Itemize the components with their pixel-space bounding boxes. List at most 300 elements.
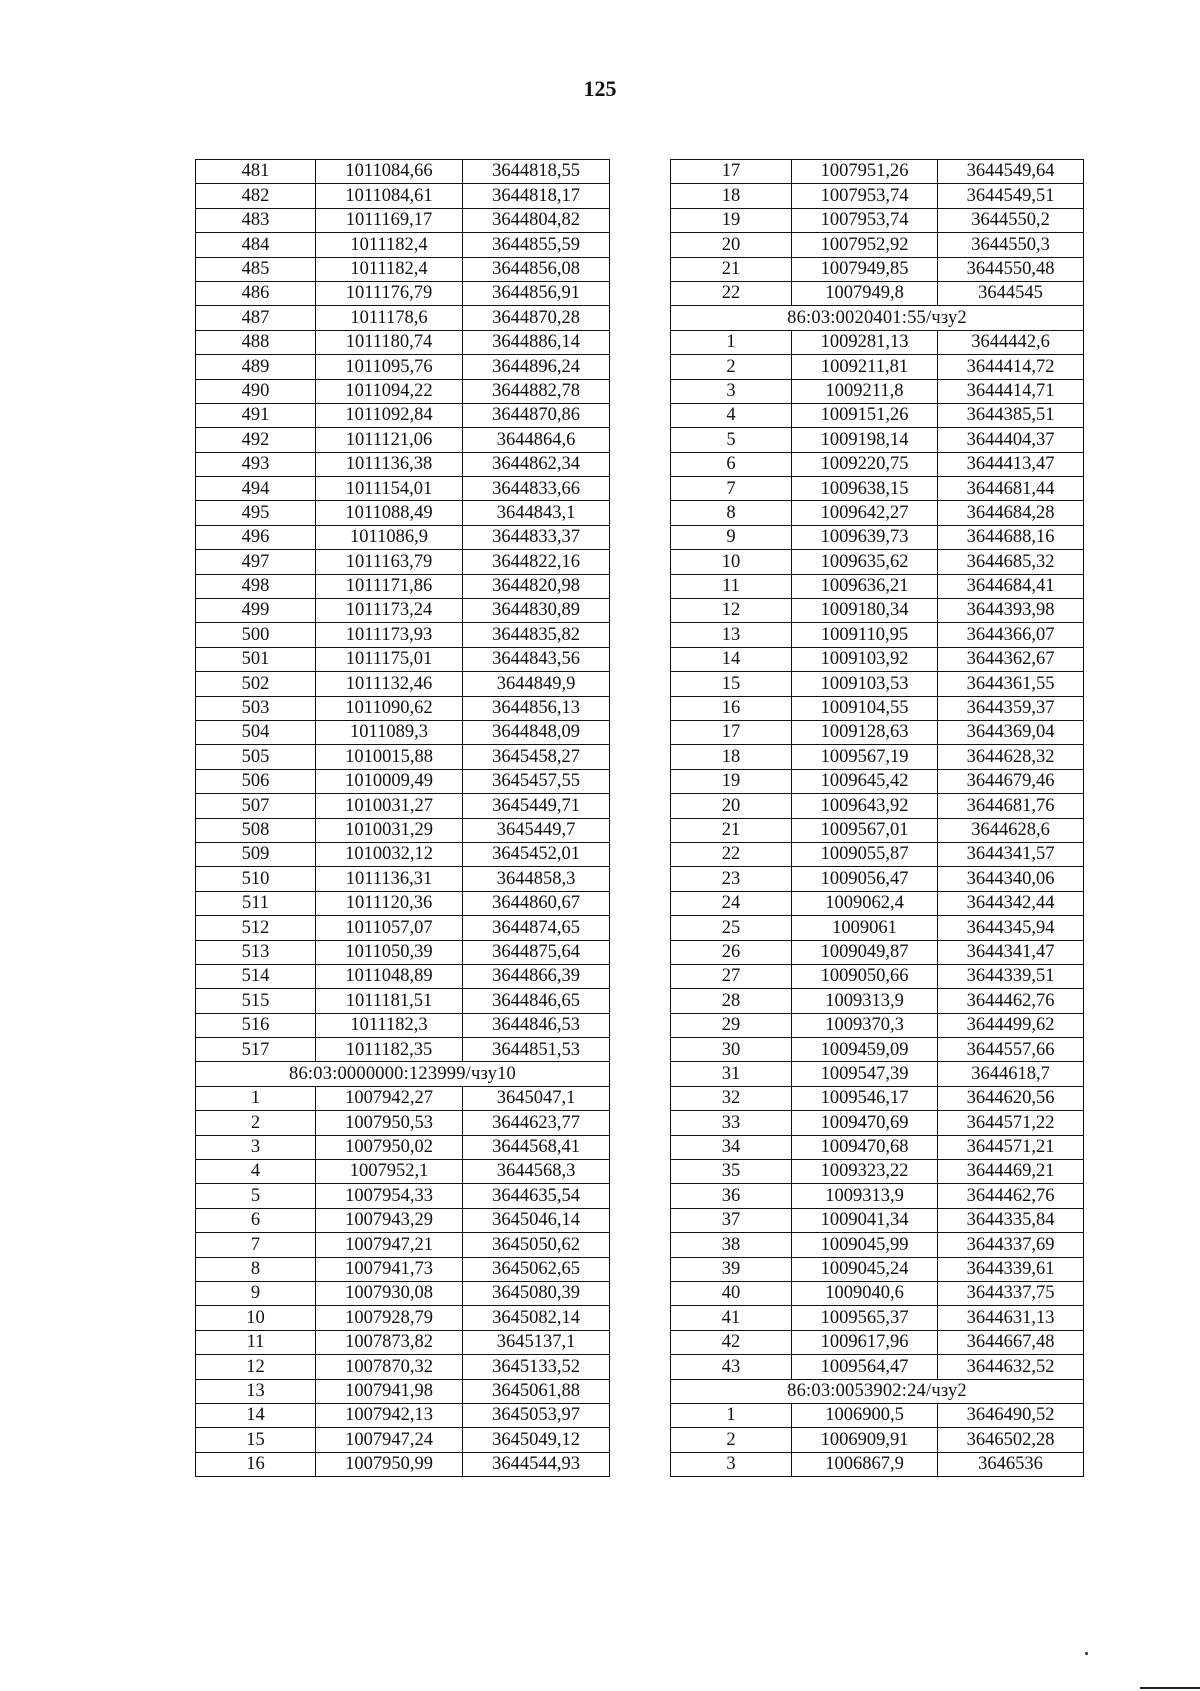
- point-number: 21: [671, 257, 792, 281]
- point-number: 501: [196, 647, 316, 671]
- coordinate-y: 3645047,1: [463, 1086, 610, 1110]
- coordinate-x: 1007947,24: [316, 1428, 463, 1452]
- coordinate-row: [196, 208, 610, 232]
- coordinate-y: 3645449,71: [463, 794, 610, 818]
- coordinate-row: [196, 257, 610, 281]
- coordinate-y: 3644337,69: [938, 1233, 1084, 1257]
- coordinate-y: 3644628,6: [938, 818, 1084, 842]
- coordinate-x: 1009103,53: [792, 672, 938, 696]
- coordinate-x: 1009056,47: [792, 867, 938, 891]
- point-number: 510: [196, 867, 316, 891]
- point-number: 488: [196, 330, 316, 354]
- coordinate-y: 3644856,08: [463, 257, 610, 281]
- point-number: 1: [671, 1403, 792, 1427]
- coordinate-y: 3644804,82: [463, 208, 610, 232]
- point-number: 14: [196, 1403, 316, 1427]
- coordinate-row: [196, 1379, 610, 1403]
- point-number: 20: [671, 233, 792, 257]
- point-number: 28: [671, 989, 792, 1013]
- coordinate-x: 1006867,9: [792, 1452, 938, 1476]
- coordinate-x: 1009645,42: [792, 769, 938, 793]
- coordinate-y: 3644866,39: [463, 964, 610, 988]
- coordinate-y: 3644667,48: [938, 1330, 1084, 1354]
- coordinate-y: 3644413,47: [938, 452, 1084, 476]
- point-number: 10: [671, 550, 792, 574]
- coordinate-y: 3644684,28: [938, 501, 1084, 525]
- point-number: 22: [671, 842, 792, 866]
- coordinate-row: [196, 1233, 610, 1257]
- coordinate-y: 3645046,14: [463, 1208, 610, 1232]
- coordinate-y: 3645053,97: [463, 1403, 610, 1427]
- coordinate-row: [671, 745, 1084, 769]
- coordinate-row: [671, 794, 1084, 818]
- coordinate-y: 3645061,88: [463, 1379, 610, 1403]
- point-number: 4: [196, 1160, 316, 1184]
- point-number: 507: [196, 794, 316, 818]
- coordinate-x: 1011182,35: [316, 1038, 463, 1062]
- coordinate-row: [196, 989, 610, 1013]
- point-number: 499: [196, 599, 316, 623]
- coordinate-x: 1009281,13: [792, 330, 938, 354]
- point-number: 512: [196, 916, 316, 940]
- coordinate-row: [671, 257, 1084, 281]
- coordinate-row: [671, 452, 1084, 476]
- coordinate-y: 3644846,65: [463, 989, 610, 1013]
- coordinate-x: 1007949,85: [792, 257, 938, 281]
- coordinate-row: [196, 233, 610, 257]
- scan-speck: [1085, 1652, 1088, 1655]
- coordinate-row: [671, 355, 1084, 379]
- coordinate-row: [671, 1403, 1084, 1427]
- coordinate-x: 1009180,34: [792, 599, 938, 623]
- coordinate-y: 3644339,61: [938, 1257, 1084, 1281]
- point-number: 7: [196, 1233, 316, 1257]
- coordinate-x: 1011173,93: [316, 623, 463, 647]
- point-number: 496: [196, 525, 316, 549]
- point-number: 13: [196, 1379, 316, 1403]
- coordinate-row: [671, 1208, 1084, 1232]
- point-number: 509: [196, 842, 316, 866]
- coordinate-row: [671, 330, 1084, 354]
- point-number: 9: [196, 1281, 316, 1305]
- coordinate-y: 3644369,04: [938, 720, 1084, 744]
- coordinate-x: 1011095,76: [316, 355, 463, 379]
- coordinate-y: 3644340,06: [938, 867, 1084, 891]
- coordinate-y: 3645080,39: [463, 1281, 610, 1305]
- coordinate-y: 3644620,56: [938, 1086, 1084, 1110]
- point-number: 16: [671, 696, 792, 720]
- coordinate-y: 3644848,09: [463, 720, 610, 744]
- point-number: 514: [196, 964, 316, 988]
- coordinate-y: 3644571,21: [938, 1135, 1084, 1159]
- coordinate-y: 3644385,51: [938, 403, 1084, 427]
- coordinate-row: [196, 1184, 610, 1208]
- coordinate-y: 3644833,37: [463, 525, 610, 549]
- point-number: 24: [671, 891, 792, 915]
- coordinate-y: 3644462,76: [938, 1184, 1084, 1208]
- coordinate-x: 1007941,98: [316, 1379, 463, 1403]
- coordinate-x: 1009041,34: [792, 1208, 938, 1232]
- coordinate-x: 1009128,63: [792, 720, 938, 744]
- coordinate-y: 3644843,1: [463, 501, 610, 525]
- point-number: 39: [671, 1257, 792, 1281]
- scan-edge-mark: [1140, 1687, 1200, 1689]
- coordinate-row: [671, 1038, 1084, 1062]
- coordinate-row: [196, 1013, 610, 1037]
- coordinate-x: 1009370,3: [792, 1013, 938, 1037]
- coordinate-y: 3645449,7: [463, 818, 610, 842]
- coordinate-y: 3644679,46: [938, 769, 1084, 793]
- coordinate-row: [671, 550, 1084, 574]
- parcel-group-header-row: [196, 1062, 610, 1086]
- coordinate-y: 3644393,98: [938, 599, 1084, 623]
- coordinate-x: 1011181,51: [316, 989, 463, 1013]
- coordinate-x: 1009313,9: [792, 989, 938, 1013]
- coordinate-row: [671, 672, 1084, 696]
- coordinate-y: 3644414,72: [938, 355, 1084, 379]
- point-number: 23: [671, 867, 792, 891]
- point-number: 32: [671, 1086, 792, 1110]
- coordinate-row: [196, 355, 610, 379]
- coordinate-y: 3644855,59: [463, 233, 610, 257]
- coordinate-x: 1009470,68: [792, 1135, 938, 1159]
- coordinate-x: 1009459,09: [792, 1038, 938, 1062]
- coordinate-x: 1011092,84: [316, 403, 463, 427]
- coordinate-row: [196, 452, 610, 476]
- coordinate-row: [671, 1160, 1084, 1184]
- coordinate-y: 3644856,91: [463, 281, 610, 305]
- point-number: 12: [671, 599, 792, 623]
- coordinate-row: [671, 1062, 1084, 1086]
- coordinate-row: [196, 1086, 610, 1110]
- coordinate-y: 3644886,14: [463, 330, 610, 354]
- coordinate-row: [196, 940, 610, 964]
- coordinate-y: 3644335,84: [938, 1208, 1084, 1232]
- coordinate-row: [671, 403, 1084, 427]
- coordinate-x: 1011176,79: [316, 281, 463, 305]
- coordinate-x: 1009636,21: [792, 574, 938, 598]
- coordinate-y: 3644818,55: [463, 160, 610, 184]
- coordinate-x: 1009567,19: [792, 745, 938, 769]
- coordinate-x: 1009045,99: [792, 1233, 938, 1257]
- coordinate-y: 3644362,67: [938, 647, 1084, 671]
- coordinate-row: [671, 940, 1084, 964]
- coordinate-y: 3644618,7: [938, 1062, 1084, 1086]
- point-number: 491: [196, 403, 316, 427]
- coordinate-x: 1009062,4: [792, 891, 938, 915]
- coordinate-x: 1011090,62: [316, 696, 463, 720]
- coordinate-y: 3644860,67: [463, 891, 610, 915]
- coordinate-x: 1009635,62: [792, 550, 938, 574]
- coordinate-row: [671, 1013, 1084, 1037]
- coordinate-y: 3644545: [938, 281, 1084, 305]
- point-number: 43: [671, 1355, 792, 1379]
- coordinate-y: 3644820,98: [463, 574, 610, 598]
- point-number: 17: [671, 160, 792, 184]
- page-number: 125: [583, 76, 617, 101]
- point-number: 511: [196, 891, 316, 915]
- point-number: 10: [196, 1306, 316, 1330]
- point-number: 2: [671, 1428, 792, 1452]
- coordinate-y: 3644568,3: [463, 1160, 610, 1184]
- coordinate-x: 1009642,27: [792, 501, 938, 525]
- coordinate-x: 1007928,79: [316, 1306, 463, 1330]
- coordinate-row: [671, 867, 1084, 891]
- coordinate-x: 1009617,96: [792, 1330, 938, 1354]
- coordinate-y: 3644550,3: [938, 233, 1084, 257]
- coordinate-row: [196, 720, 610, 744]
- point-number: 19: [671, 769, 792, 793]
- coordinate-row: [196, 184, 610, 208]
- coordinate-y: 3644874,65: [463, 916, 610, 940]
- coordinate-x: 1007942,13: [316, 1403, 463, 1427]
- coordinate-y: 3644818,17: [463, 184, 610, 208]
- coordinate-x: 1011182,4: [316, 233, 463, 257]
- coordinate-y: 3646490,52: [938, 1403, 1084, 1427]
- coordinate-row: [196, 1452, 610, 1476]
- coordinate-y: 3645458,27: [463, 745, 610, 769]
- coordinate-x: 1010009,49: [316, 769, 463, 793]
- point-number: 21: [671, 818, 792, 842]
- point-number: 4: [671, 403, 792, 427]
- coordinate-x: 1009211,8: [792, 379, 938, 403]
- coordinate-y: 3645452,01: [463, 842, 610, 866]
- point-number: 3: [671, 379, 792, 403]
- coordinate-x: 1009050,66: [792, 964, 938, 988]
- point-number: 8: [196, 1257, 316, 1281]
- point-number: 482: [196, 184, 316, 208]
- coordinate-row: [196, 1355, 610, 1379]
- point-number: 486: [196, 281, 316, 305]
- coordinate-x: 1009151,26: [792, 403, 938, 427]
- coordinate-x: 1011084,61: [316, 184, 463, 208]
- coordinate-y: 3644631,13: [938, 1306, 1084, 1330]
- coordinate-row: [196, 1257, 610, 1281]
- coordinate-x: 1009547,39: [792, 1062, 938, 1086]
- coordinate-row: [196, 525, 610, 549]
- coordinate-row: [671, 623, 1084, 647]
- coordinate-x: 1009103,92: [792, 647, 938, 671]
- coordinate-row: [196, 916, 610, 940]
- coordinate-row: [671, 525, 1084, 549]
- point-number: 494: [196, 477, 316, 501]
- coordinate-row: [196, 867, 610, 891]
- coordinate-y: 3645062,65: [463, 1257, 610, 1281]
- coordinate-y: 3644830,89: [463, 599, 610, 623]
- coordinate-row: [196, 281, 610, 305]
- coordinate-row: [671, 1135, 1084, 1159]
- coordinate-row: [671, 477, 1084, 501]
- coordinate-x: 1011120,36: [316, 891, 463, 915]
- coordinate-row: [196, 1135, 610, 1159]
- point-number: 6: [671, 452, 792, 476]
- coordinate-y: 3644469,21: [938, 1160, 1084, 1184]
- coordinate-y: 3644341,57: [938, 842, 1084, 866]
- parcel-cadastral-number: 86:03:0000000:123999/чзу10: [196, 1062, 610, 1086]
- point-number: 505: [196, 745, 316, 769]
- coordinate-y: 3645133,52: [463, 1355, 610, 1379]
- coordinate-row: [196, 769, 610, 793]
- point-number: 6: [196, 1208, 316, 1232]
- coordinate-y: 3644864,6: [463, 428, 610, 452]
- coordinate-x: 1009564,47: [792, 1355, 938, 1379]
- point-number: 485: [196, 257, 316, 281]
- point-number: 493: [196, 452, 316, 476]
- coordinate-x: 1007949,8: [792, 281, 938, 305]
- coordinate-row: [196, 623, 610, 647]
- coordinate-y: 3644822,16: [463, 550, 610, 574]
- coordinate-row: [196, 599, 610, 623]
- coordinate-row: [196, 1281, 610, 1305]
- coordinate-y: 3646502,28: [938, 1428, 1084, 1452]
- coordinate-y: 3644846,53: [463, 1013, 610, 1037]
- coordinate-y: 3644628,32: [938, 745, 1084, 769]
- coordinate-row: [671, 769, 1084, 793]
- point-number: 504: [196, 720, 316, 744]
- point-number: 18: [671, 184, 792, 208]
- point-number: 13: [671, 623, 792, 647]
- coordinate-x: 1011089,3: [316, 720, 463, 744]
- parcel-cadastral-number: 86:03:0053902:24/чзу2: [671, 1379, 1084, 1403]
- point-number: 5: [671, 428, 792, 452]
- coordinate-row: [671, 1184, 1084, 1208]
- coordinate-x: 1010031,29: [316, 818, 463, 842]
- coordinate-x: 1007870,32: [316, 1355, 463, 1379]
- coordinate-x: 1009104,55: [792, 696, 938, 720]
- coordinate-x: 1009638,15: [792, 477, 938, 501]
- coordinate-row: [196, 891, 610, 915]
- coordinate-row: [196, 647, 610, 671]
- coordinate-y: 3644849,9: [463, 672, 610, 696]
- coordinate-x: 1011136,38: [316, 452, 463, 476]
- coordinate-row: [671, 184, 1084, 208]
- coordinate-y: 3644442,6: [938, 330, 1084, 354]
- point-number: 5: [196, 1184, 316, 1208]
- coordinate-x: 1011154,01: [316, 477, 463, 501]
- coordinate-row: [671, 208, 1084, 232]
- point-number: 16: [196, 1452, 316, 1476]
- coordinate-row: [196, 842, 610, 866]
- coordinate-row: [196, 964, 610, 988]
- coordinate-x: 1011136,31: [316, 867, 463, 891]
- point-number: 484: [196, 233, 316, 257]
- coordinate-row: [671, 647, 1084, 671]
- coordinate-row: [196, 477, 610, 501]
- coordinate-row: [196, 1403, 610, 1427]
- point-number: 34: [671, 1135, 792, 1159]
- coordinate-y: 3644345,94: [938, 916, 1084, 940]
- coordinate-y: 3644835,82: [463, 623, 610, 647]
- coordinate-x: 1009639,73: [792, 525, 938, 549]
- coordinate-row: [671, 599, 1084, 623]
- coordinate-y: 3645457,55: [463, 769, 610, 793]
- coordinate-y: 3644404,37: [938, 428, 1084, 452]
- coordinate-x: 1011121,06: [316, 428, 463, 452]
- coordinate-row: [671, 1452, 1084, 1476]
- coordinate-y: 3644851,53: [463, 1038, 610, 1062]
- coordinate-y: 3644361,55: [938, 672, 1084, 696]
- coordinate-row: [671, 1086, 1084, 1110]
- coordinate-x: 1011084,66: [316, 160, 463, 184]
- point-number: 18: [671, 745, 792, 769]
- coordinates-table-right: [670, 159, 1084, 1477]
- coordinate-y: 3644359,37: [938, 696, 1084, 720]
- coordinate-x: 1007952,1: [316, 1160, 463, 1184]
- point-number: 15: [196, 1428, 316, 1452]
- point-number: 492: [196, 428, 316, 452]
- coordinate-row: [196, 330, 610, 354]
- coordinate-y: 3644862,34: [463, 452, 610, 476]
- coordinate-x: 1007930,08: [316, 1281, 463, 1305]
- coordinate-x: 1007947,21: [316, 1233, 463, 1257]
- point-number: 513: [196, 940, 316, 964]
- coordinate-x: 1007941,73: [316, 1257, 463, 1281]
- coordinate-x: 1011169,17: [316, 208, 463, 232]
- coordinate-x: 1007953,74: [792, 208, 938, 232]
- coordinate-row: [671, 1355, 1084, 1379]
- coordinate-x: 1010015,88: [316, 745, 463, 769]
- coordinate-y: 3644833,66: [463, 477, 610, 501]
- point-number: 7: [671, 477, 792, 501]
- point-number: 41: [671, 1306, 792, 1330]
- point-number: 25: [671, 916, 792, 940]
- coordinate-row: [196, 306, 610, 330]
- coordinate-x: 1009055,87: [792, 842, 938, 866]
- coordinate-x: 1009110,95: [792, 623, 938, 647]
- coordinate-row: [671, 1257, 1084, 1281]
- point-number: 33: [671, 1111, 792, 1135]
- coordinate-row: [196, 1208, 610, 1232]
- point-number: 3: [196, 1135, 316, 1159]
- coordinate-row: [671, 160, 1084, 184]
- coordinate-x: 1007954,33: [316, 1184, 463, 1208]
- coordinate-row: [671, 574, 1084, 598]
- point-number: 14: [671, 647, 792, 671]
- coordinate-y: 3644342,44: [938, 891, 1084, 915]
- coordinate-row: [196, 574, 610, 598]
- coordinate-y: 3644875,64: [463, 940, 610, 964]
- coordinate-x: 1011048,89: [316, 964, 463, 988]
- point-number: 497: [196, 550, 316, 574]
- coordinate-row: [671, 379, 1084, 403]
- coordinate-row: [196, 160, 610, 184]
- coordinate-y: 3644870,86: [463, 403, 610, 427]
- coordinate-row: [671, 428, 1084, 452]
- coordinate-x: 1011180,74: [316, 330, 463, 354]
- coordinate-x: 1009546,17: [792, 1086, 938, 1110]
- coordinate-x: 1011178,6: [316, 306, 463, 330]
- point-number: 1: [671, 330, 792, 354]
- point-number: 517: [196, 1038, 316, 1062]
- coordinate-y: 3644681,44: [938, 477, 1084, 501]
- point-number: 22: [671, 281, 792, 305]
- point-number: 12: [196, 1355, 316, 1379]
- coordinate-row: [671, 1306, 1084, 1330]
- coordinate-y: 3644549,51: [938, 184, 1084, 208]
- coordinate-x: 1009323,22: [792, 1160, 938, 1184]
- coordinate-x: 1007952,92: [792, 233, 938, 257]
- coordinate-row: [196, 1160, 610, 1184]
- coordinate-x: 1011086,9: [316, 525, 463, 549]
- coordinate-y: 3644550,48: [938, 257, 1084, 281]
- point-number: 37: [671, 1208, 792, 1232]
- coordinate-row: [196, 379, 610, 403]
- point-number: 19: [671, 208, 792, 232]
- coordinate-row: [196, 794, 610, 818]
- point-number: 481: [196, 160, 316, 184]
- coordinate-x: 1009045,24: [792, 1257, 938, 1281]
- coordinate-y: 3644557,66: [938, 1038, 1084, 1062]
